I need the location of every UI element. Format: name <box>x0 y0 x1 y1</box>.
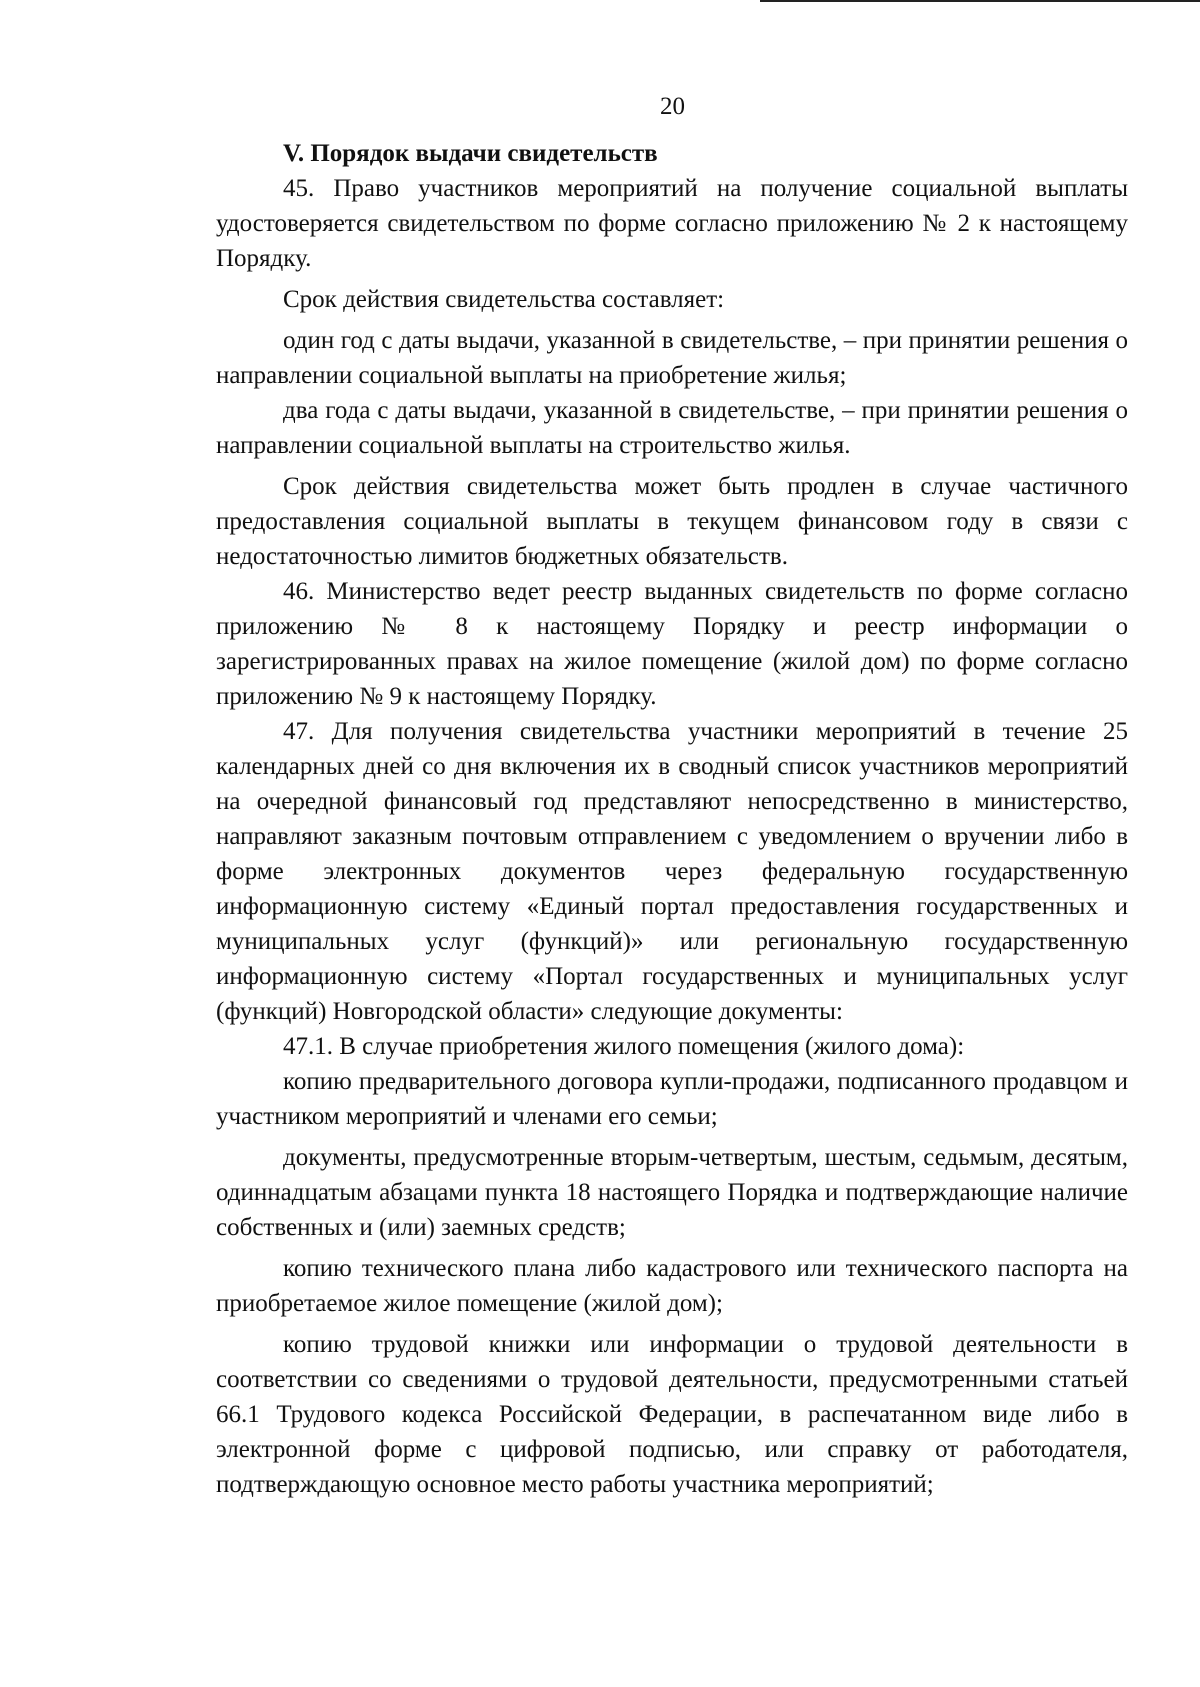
paragraph-contract-copy: копию предварительного договора купли-продажи, подписанного продавцом и участником мероприятий и членами его семьи; <box>216 1068 1128 1130</box>
paragraph-technical-plan: копию технического плана либо кадастрового или технического паспорта на приобретаемое жилое помещение (жилой дом); <box>216 1255 1128 1317</box>
paragraph-45: 45. Право участников мероприятий на получение социальной выплаты удостоверяется свидетельством по форме согласно приложению № 2 к настоящему Порядку. <box>216 175 1128 272</box>
paragraph-one-year: один год с даты выдачи, указанной в свидетельстве, – при принятии решения о направлении социальной выплаты на приобретение жилья; <box>216 327 1128 389</box>
paragraph-documents: документы, предусмотренные вторым-четвертым, шестым, седьмым, десятым, одиннадцатым абзацами пункта 18 настоящего Порядка и подтверждающие наличие собственных и (или) заемных средств; <box>216 1144 1128 1241</box>
paragraph-47: 47. Для получения свидетельства участники мероприятий в течение 25 календарных дней со дня включения их в сводный список участников мероприятий на очередной финансовый год представляют непосредственно в министерство, направляют заказным почтовым отправлением с уведомлением о вручении либо в форме электронных документов через федеральную государственную информационную систему «Единый портал предоставления государственных и муниципальных услуг (функций)» или региональную государственную информационную систему «Портал государственных и муниципальных услуг (функций) Новгородской области» следующие документы: <box>216 718 1128 1025</box>
paragraph-47-1: 47.1. В случае приобретения жилого помещения (жилого дома): <box>283 1033 965 1060</box>
paragraph-validity-intro: Срок действия свидетельства составляет: <box>283 286 725 313</box>
top-border-line <box>760 0 1200 2</box>
paragraph-46: 46. Министерство ведет реестр выданных свидетельств по форме согласно приложению № 8 к настоящему Порядку и реестр информации о зарегистрированных правах на жилое помещение (жилой дом) по форме согласно приложению № 9 к настоящему Порядку. <box>216 578 1128 710</box>
paragraph-work-record: копию трудовой книжки или информации о трудовой деятельности в соответствии со сведениями о трудовой деятельности, предусмотренными статьей 66.1 Трудового кодекса Российской Федерации, в распечатанном виде либо в электронной форме с цифровой подписью, или справку от работодателя, подтверждающую основное место работы участника мероприятий; <box>216 1331 1128 1498</box>
paragraph-extension: Срок действия свидетельства может быть продлен в случае частичного предоставления социальной выплаты в текущем финансовом году в связи с недостаточностью лимитов бюджетных обязательств. <box>216 473 1128 570</box>
section-heading: V. Порядок выдачи свидетельств <box>283 140 658 167</box>
page-number: 20 <box>660 93 685 120</box>
paragraph-two-years: два года с даты выдачи, указанной в свидетельстве, – при принятии решения о направлении социальной выплаты на строительство жилья. <box>216 397 1128 459</box>
document-body <box>216 136 1128 1502</box>
